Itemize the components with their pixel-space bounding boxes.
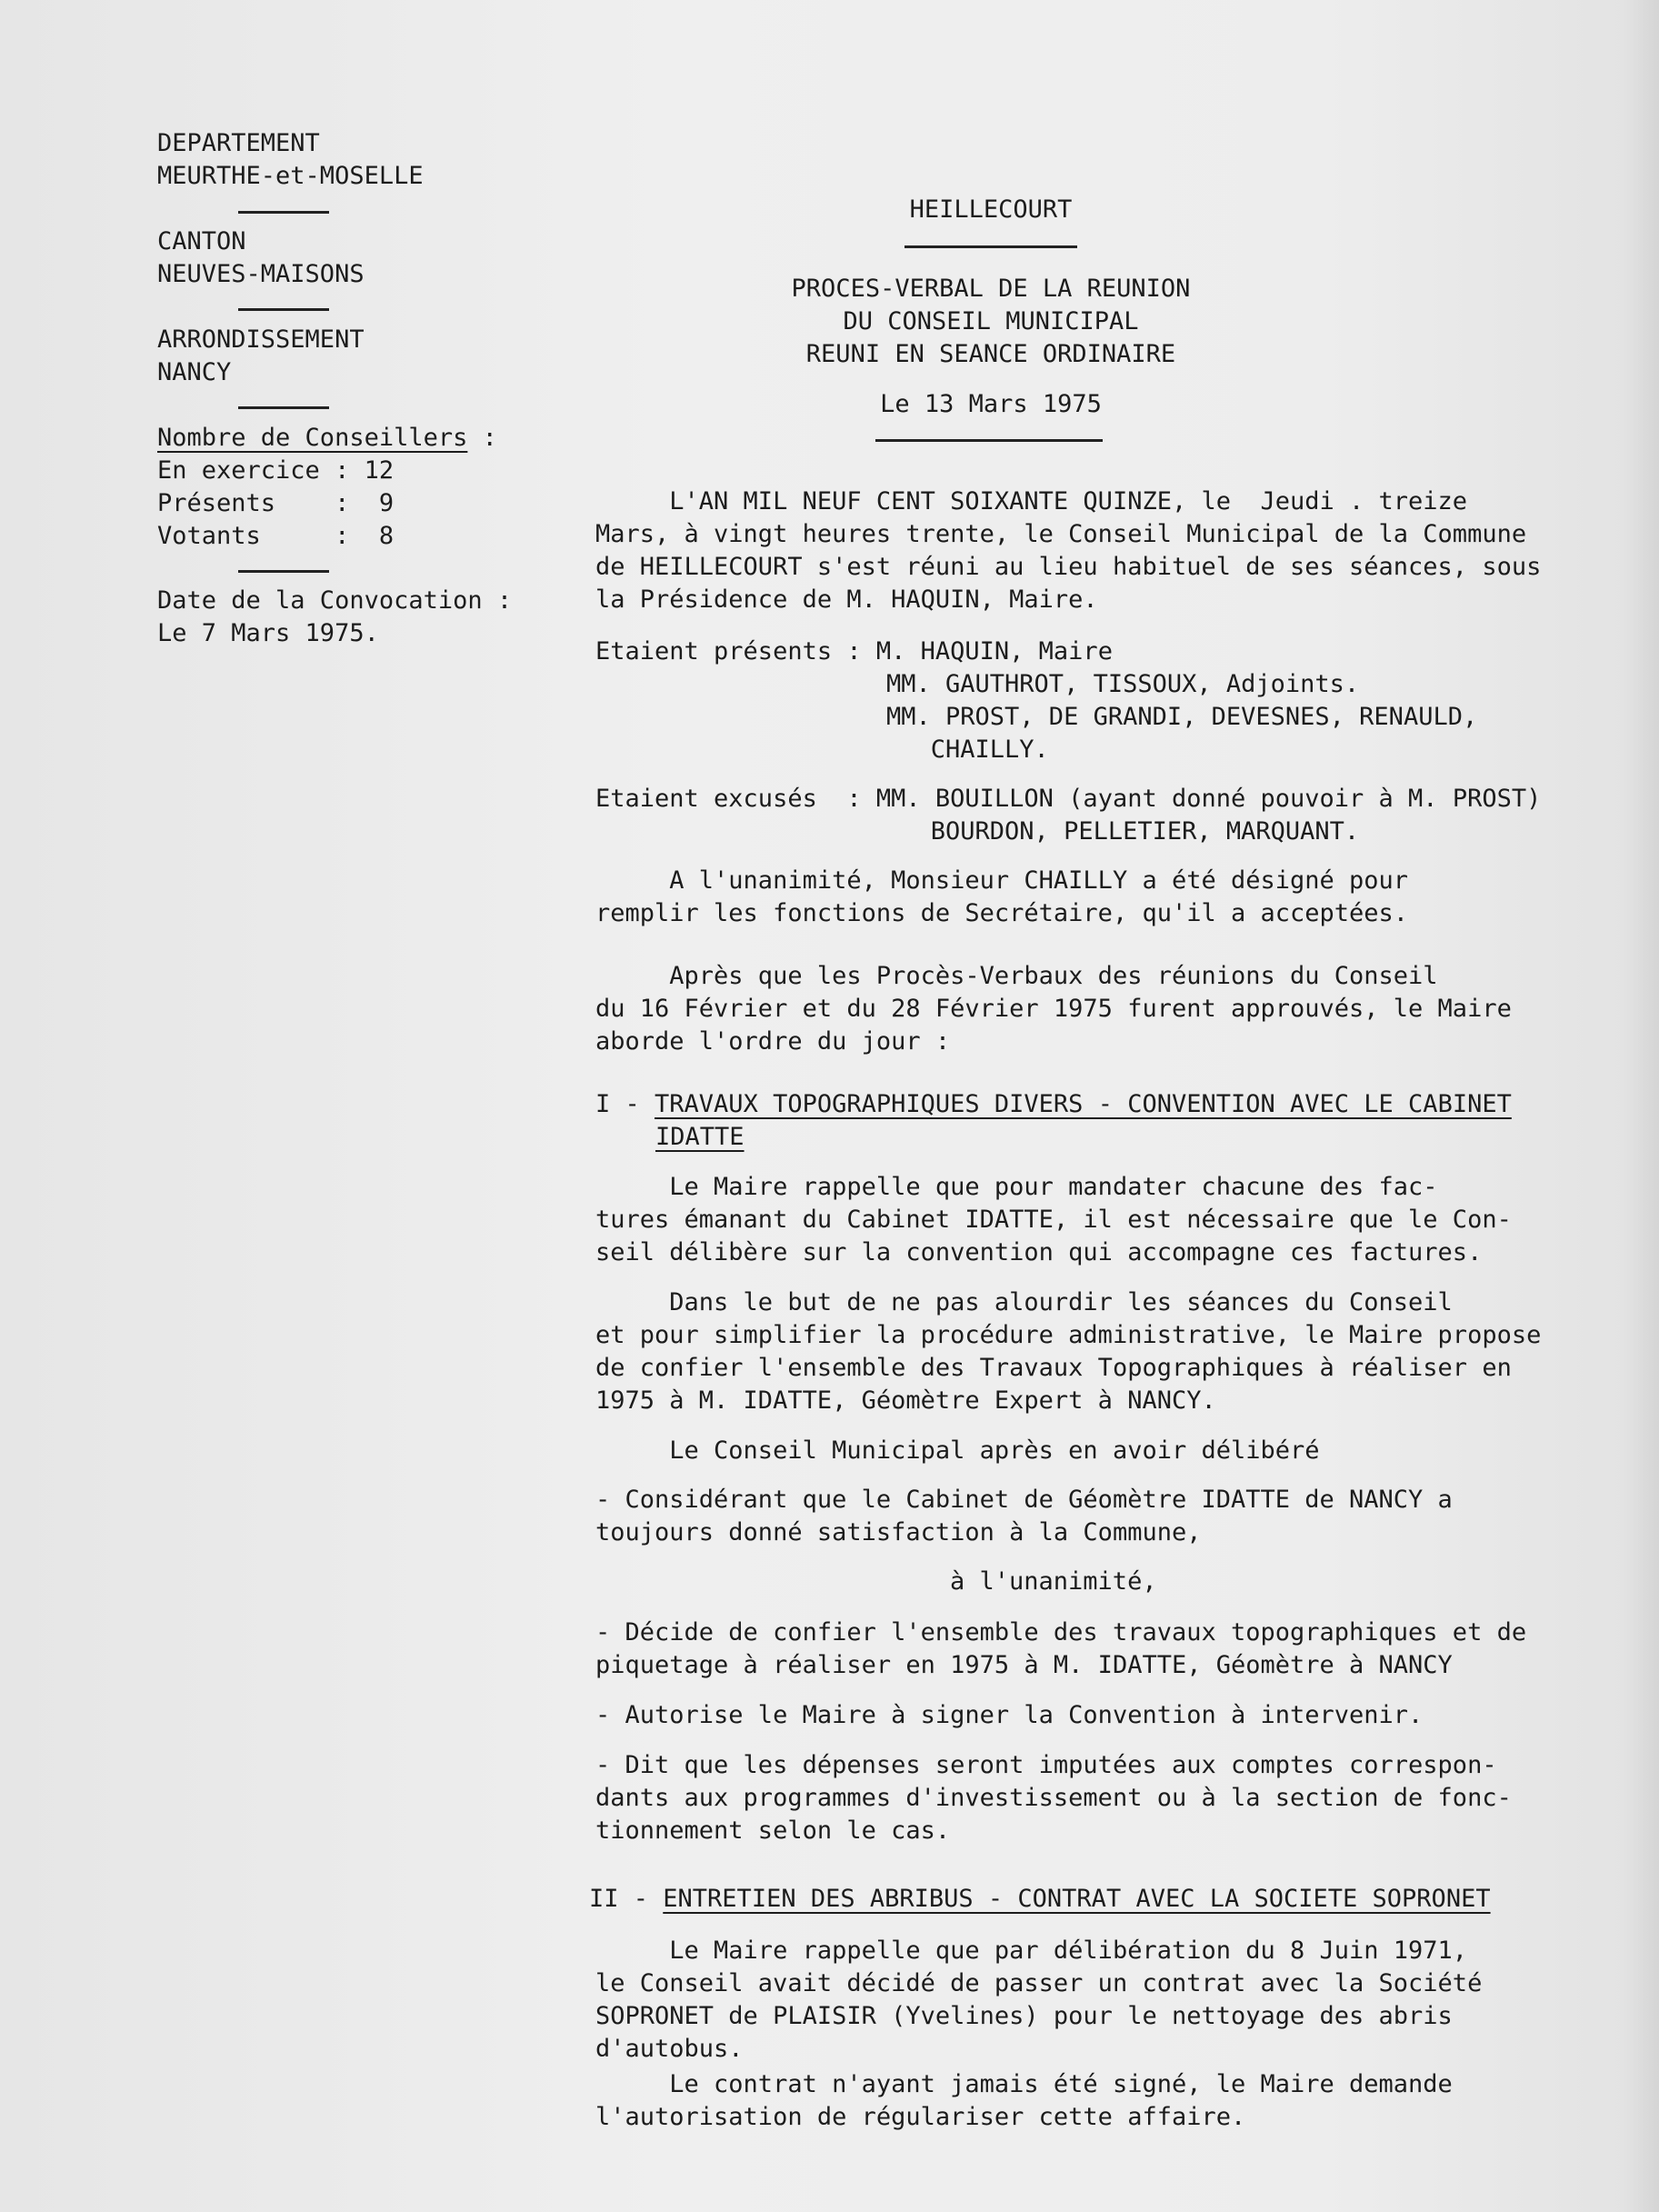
- section-1-line: - Dit que les dépenses seront imputées aux comptes correspon-: [595, 1751, 1497, 1779]
- excused-line: BOURDON, PELLETIER, MARQUANT.: [886, 817, 1360, 846]
- section-2-line: d'autobus.: [595, 2035, 744, 2063]
- present-label: Etaient présents :: [595, 637, 876, 666]
- page-edge-shadow: [1623, 0, 1659, 2212]
- unanimity-line: à l'unanimité,: [950, 1567, 1157, 1596]
- intro-line: L'AN MIL NEUF CENT SOIXANTE QUINZE, le Jeudi . treize: [595, 487, 1468, 515]
- section-1-line: et pour simplifier la procédure administrative, le Maire propose: [595, 1321, 1542, 1349]
- intro-line: Mars, à vingt heures trente, le Conseil Municipal de la Commune: [595, 520, 1527, 548]
- divider: [904, 245, 1077, 248]
- section-1-line: Le Conseil Municipal après en avoir délibéré: [595, 1436, 1320, 1465]
- section-1-line: tionnement selon le cas.: [595, 1817, 951, 1845]
- present-line: M. HAQUIN, Maire: [875, 637, 1113, 666]
- department-label: DEPARTEMENT: [157, 129, 320, 157]
- title-line-2: DU CONSEIL MUNICIPAL: [843, 307, 1139, 335]
- section-1-heading: [595, 1088, 1573, 1121]
- intro-line: de HEILLECOURT s'est réuni au lieu habituel de ses séances, sous: [595, 553, 1542, 581]
- excused-members: [595, 783, 1573, 816]
- section-1-line: seil délibère sur la convention qui accompagne ces factures.: [595, 1238, 1483, 1266]
- section-2-title: ENTRETIEN DES ABRIBUS - CONTRAT AVEC LA SOCIETE SOPRONET: [663, 1885, 1491, 1913]
- present-line: MM. PROST, DE GRANDI, DEVESNES, RENAULD,: [886, 703, 1478, 731]
- title-line-1: PROCES-VERBAL DE LA REUNION: [791, 275, 1191, 303]
- section-1-title-line-2: IDATTE: [655, 1123, 745, 1151]
- divider: [238, 211, 329, 214]
- arrondissement-name: NANCY: [157, 358, 232, 386]
- section-1-line: - Considérant que le Cabinet de Géomètre IDATTE de NANCY a: [595, 1486, 1453, 1514]
- meeting-date: Le 13 Mars 1975: [880, 390, 1102, 418]
- section-1-number: I -: [595, 1090, 655, 1118]
- present-line: CHAILLY.: [886, 736, 1049, 764]
- intro-line: la Présidence de M. HAQUIN, Maire.: [595, 586, 1098, 614]
- approval-line: Après que les Procès-Verbaux des réunions du Conseil: [595, 962, 1438, 990]
- section-2-line: le Conseil avait décidé de passer un contrat avec la Société: [595, 1969, 1483, 1997]
- section-2-line: l'autorisation de régulariser cette affaire.: [595, 2103, 1246, 2131]
- present-line: MM. GAUTHROT, TISSOUX, Adjoints.: [886, 670, 1360, 698]
- divider: [238, 570, 329, 573]
- section-1-title: TRAVAUX TOPOGRAPHIQUES DIVERS - CONVENTION AVEC LE CABINET: [655, 1090, 1512, 1118]
- section-1-line: dants aux programmes d'investissement ou à la section de fonc-: [595, 1784, 1512, 1812]
- secretary-line: A l'unanimité, Monsieur CHAILLY a été désigné pour: [595, 866, 1409, 895]
- section-2-number: II -: [589, 1885, 664, 1913]
- divider: [238, 406, 329, 409]
- secretary-line: remplir les fonctions de Secrétaire, qu'il a acceptées.: [595, 899, 1409, 927]
- arrondissement-label: ARRONDISSEMENT: [157, 325, 365, 354]
- present-members: [595, 636, 1573, 668]
- excused-label: Etaient excusés :: [595, 785, 876, 813]
- section-1-line: Dans le but de ne pas alourdir les séances du Conseil: [595, 1288, 1453, 1316]
- department-name: MEURTHE-et-MOSELLE: [157, 162, 424, 190]
- canton-name: NEUVES-MAISONS: [157, 260, 365, 288]
- title-line-3: REUNI EN SEANCE ORDINAIRE: [805, 340, 1176, 368]
- excused-line: MM. BOUILLON (ayant donné pouvoir à M. PROST): [875, 785, 1542, 813]
- convocation-label: Date de la Convocation :: [157, 586, 513, 615]
- divider: [238, 308, 329, 311]
- section-1-line: toujours donné satisfaction à la Commune,: [595, 1518, 1202, 1546]
- section-1-title-cont: [655, 1121, 1633, 1154]
- section-2-line: SOPRONET de PLAISIR (Yvelines) pour le nettoyage des abris: [595, 2002, 1453, 2030]
- approval-line: du 16 Février et du 28 Février 1975 furent approuvés, le Maire: [595, 995, 1512, 1023]
- section-1-line: de confier l'ensemble des Travaux Topographiques à réaliser en: [595, 1354, 1512, 1382]
- canton-label: CANTON: [157, 227, 246, 255]
- section-1-line: - Décide de confier l'ensemble des travaux topographiques et de: [595, 1618, 1527, 1646]
- councillors-in-office: En exercice : 12: [157, 456, 395, 485]
- councillors-label: Nombre de Conseillers: [157, 424, 468, 452]
- approval-line: aborde l'ordre du jour :: [595, 1027, 951, 1056]
- section-1-line: piquetage à réaliser en 1975 à M. IDATTE, Géomètre à NANCY: [595, 1651, 1453, 1679]
- section-1-line: 1975 à M. IDATTE, Géomètre Expert à NANCY.: [595, 1386, 1216, 1415]
- convocation-date: Le 7 Mars 1975.: [157, 619, 379, 647]
- councillors-present: Présents : 9: [157, 489, 395, 517]
- section-1-line: - Autorise le Maire à signer la Convention à intervenir.: [595, 1701, 1424, 1729]
- section-2-line: Le contrat n'ayant jamais été signé, le Maire demande: [595, 2070, 1453, 2098]
- section-2-heading: [589, 1883, 1566, 1916]
- councillors-voting: Votants : 8: [157, 522, 395, 550]
- section-2-line: Le Maire rappelle que par délibération du 8 Juin 1971,: [595, 1937, 1468, 1965]
- councillors-colon: :: [467, 424, 497, 452]
- divider: [875, 439, 1103, 442]
- councillors-heading: [157, 422, 497, 455]
- section-1-line: tures émanant du Cabinet IDATTE, il est nécessaire que le Con-: [595, 1206, 1512, 1234]
- section-1-line: Le Maire rappelle que pour mandater chacune des fac-: [595, 1173, 1438, 1201]
- commune-name: HEILLECOURT: [909, 195, 1073, 224]
